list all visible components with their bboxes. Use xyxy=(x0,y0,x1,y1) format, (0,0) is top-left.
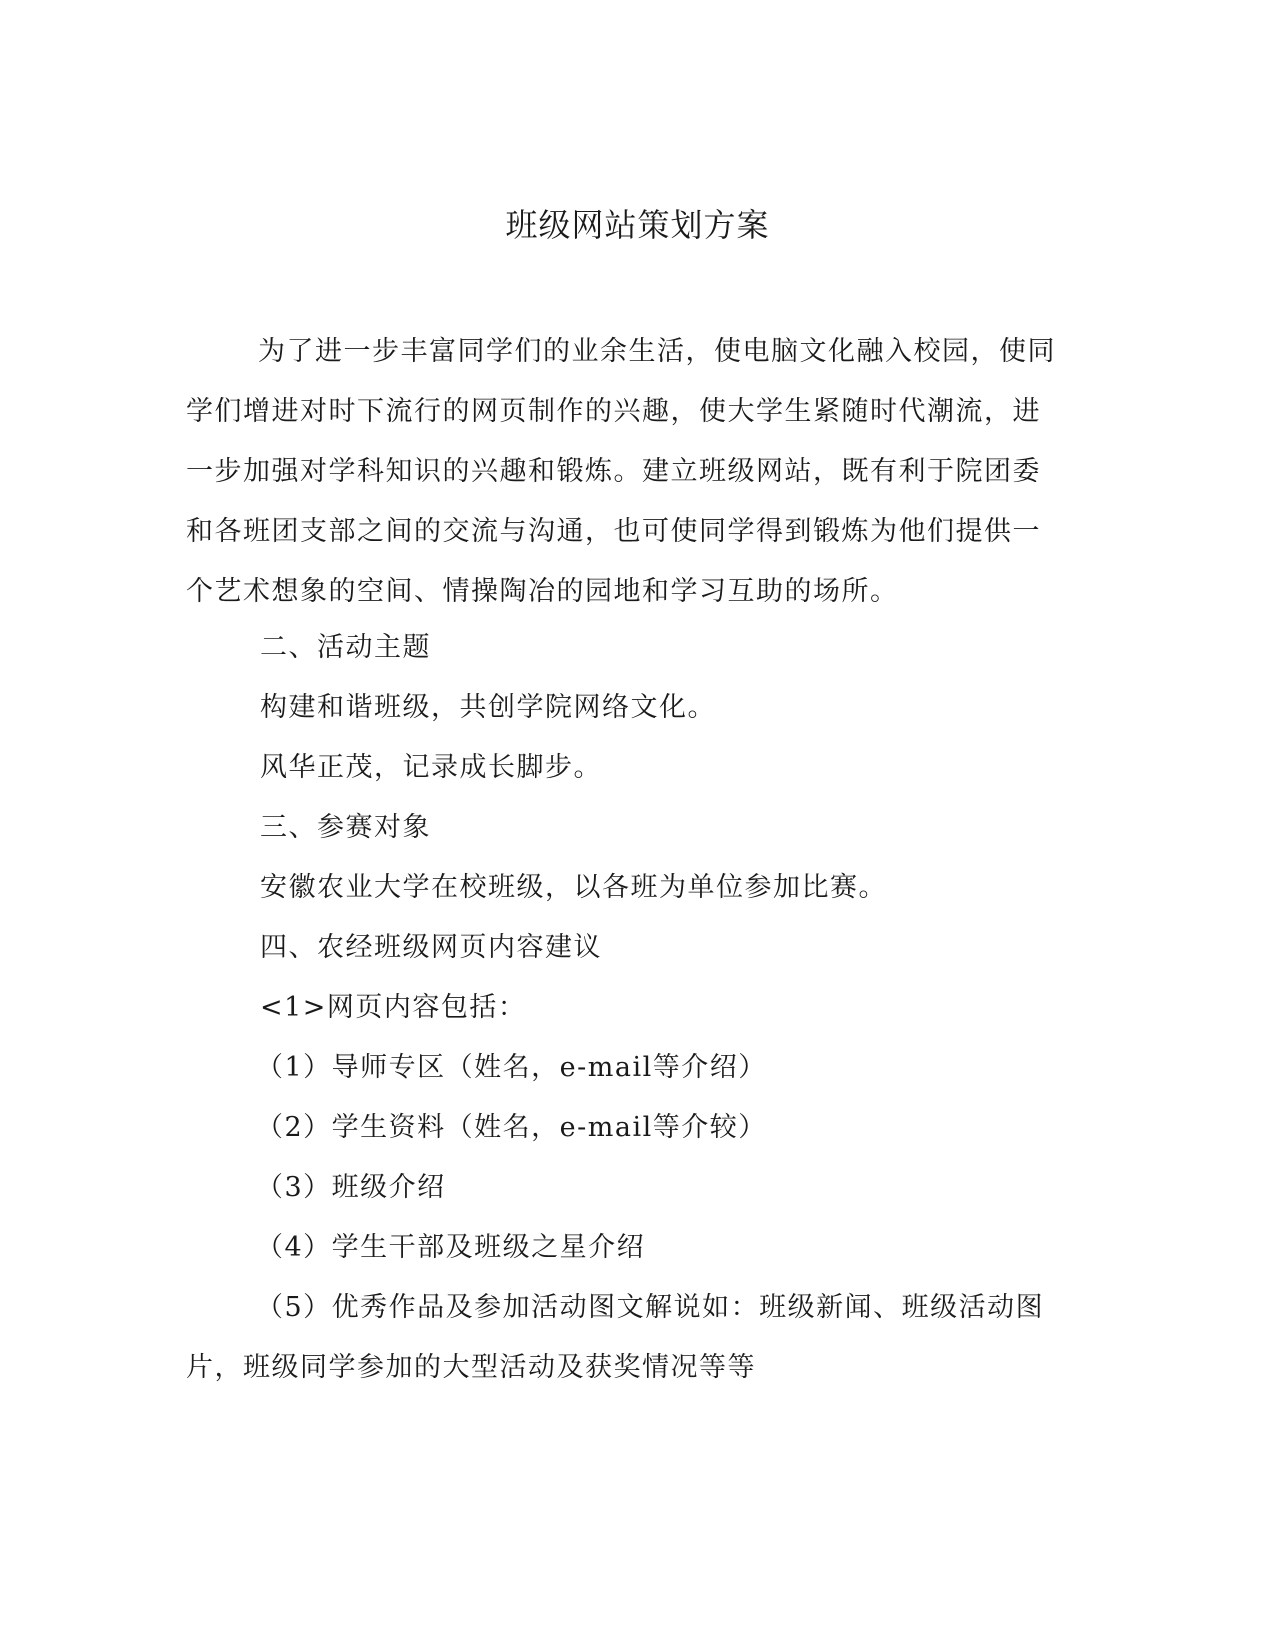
section-heading-content-suggestions: 四、农经班级网页内容建议 xyxy=(260,932,602,963)
content-item: （2）学生资料（姓名，e-mail等介较） xyxy=(256,1112,767,1143)
section-heading-theme: 二、活动主题 xyxy=(260,632,431,663)
content-item: （1）导师专区（姓名，e-mail等介绍） xyxy=(256,1052,767,1083)
content-item: （5）优秀作品及参加活动图文解说如：班级新闻、班级活动图 xyxy=(256,1292,1045,1323)
document-body xyxy=(186,322,1086,1398)
intro-line: 和各班团支部之间的交流与沟通，也可使同学得到锻炼为他们提供一 xyxy=(186,516,1041,547)
content-item: （4）学生干部及班级之星介绍 xyxy=(256,1232,646,1263)
theme-line: 风华正茂，记录成长脚步。 xyxy=(260,752,602,783)
intro-line: 学们增进对时下流行的网页制作的兴趣，使大学生紧随时代潮流，进 xyxy=(186,396,1041,427)
participants-text: 安徽农业大学在校班级，以各班为单位参加比赛。 xyxy=(260,872,887,903)
content-item: （3）班级介绍 xyxy=(256,1172,446,1203)
intro-line: 一步加强对学科知识的兴趣和锻炼。建立班级网站，既有利于院团委 xyxy=(186,456,1041,487)
theme-line: 构建和谐班级，共创学院网络文化。 xyxy=(260,692,716,723)
content-intro: <1>网页内容包括： xyxy=(260,992,527,1023)
section-heading-participants: 三、参赛对象 xyxy=(260,812,431,843)
document-title: 班级网站策划方案 xyxy=(505,206,770,244)
intro-line: 个艺术想象的空间、情操陶冶的园地和学习互助的场所。 xyxy=(186,576,899,607)
content-item-continued: 片，班级同学参加的大型活动及获奖情况等等 xyxy=(186,1352,756,1383)
intro-line: 为了进一步丰富同学们的业余生活，使电脑文化融入校园，使同 xyxy=(258,336,1056,367)
intro-paragraph xyxy=(186,322,1086,618)
